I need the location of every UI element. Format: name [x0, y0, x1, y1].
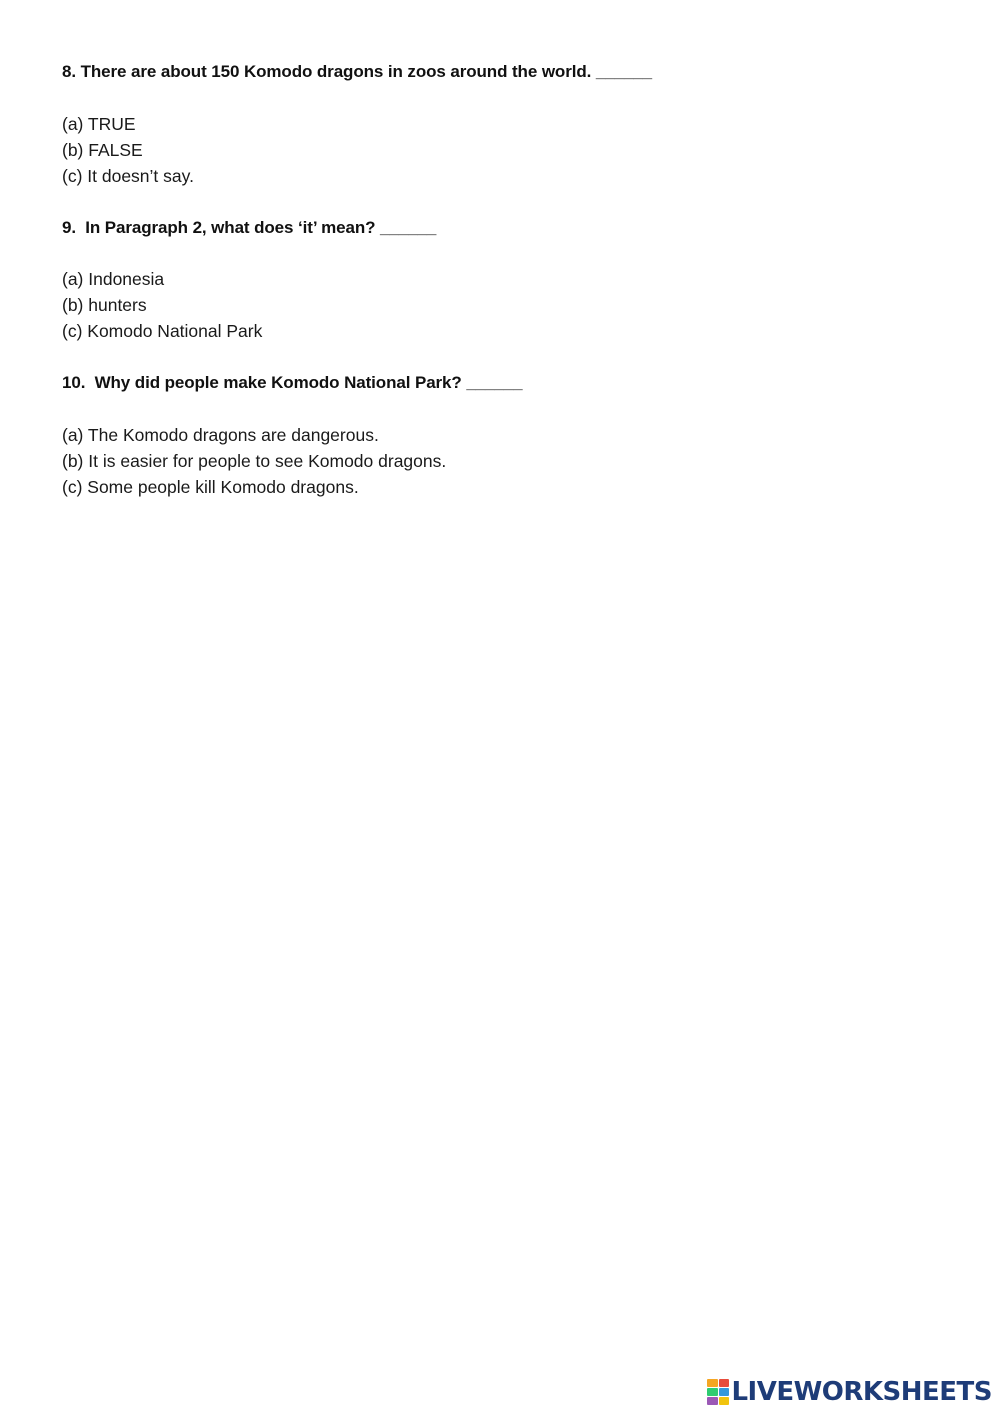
- logo-tile: [719, 1379, 730, 1387]
- logo-tile: [719, 1388, 730, 1396]
- question-9: 9. In Paragraph 2, what does ‘it’ mean? ______: [62, 218, 437, 237]
- question-8-option-c: (c) It doesn’t say.: [62, 166, 194, 186]
- logo-text: LIVEWORKSHEETS: [731, 1377, 992, 1407]
- question-10: 10. Why did people make Komodo National Park? ______: [62, 373, 523, 392]
- liveworksheets-logo[interactable]: [707, 1377, 992, 1407]
- question-10-option-c: (c) Some people kill Komodo dragons.: [62, 477, 359, 497]
- logo-tile: [719, 1397, 730, 1405]
- question-9-option-b: (b) hunters: [62, 295, 147, 315]
- question-8-option-a: (a) TRUE: [62, 114, 136, 134]
- question-8-option-b: (b) FALSE: [62, 140, 143, 160]
- liveworksheets-logo-icon: [707, 1379, 729, 1405]
- logo-tile: [707, 1379, 718, 1387]
- question-10-option-b: (b) It is easier for people to see Komodo dragons.: [62, 451, 447, 471]
- question-8: 8. There are about 150 Komodo dragons in zoos around the world. ______: [62, 62, 653, 81]
- logo-tile: [707, 1397, 718, 1405]
- question-9-option-c: (c) Komodo National Park: [62, 321, 263, 341]
- question-9-option-a: (a) Indonesia: [62, 269, 165, 289]
- logo-tile: [707, 1388, 718, 1396]
- question-10-option-a: (a) The Komodo dragons are dangerous.: [62, 425, 379, 445]
